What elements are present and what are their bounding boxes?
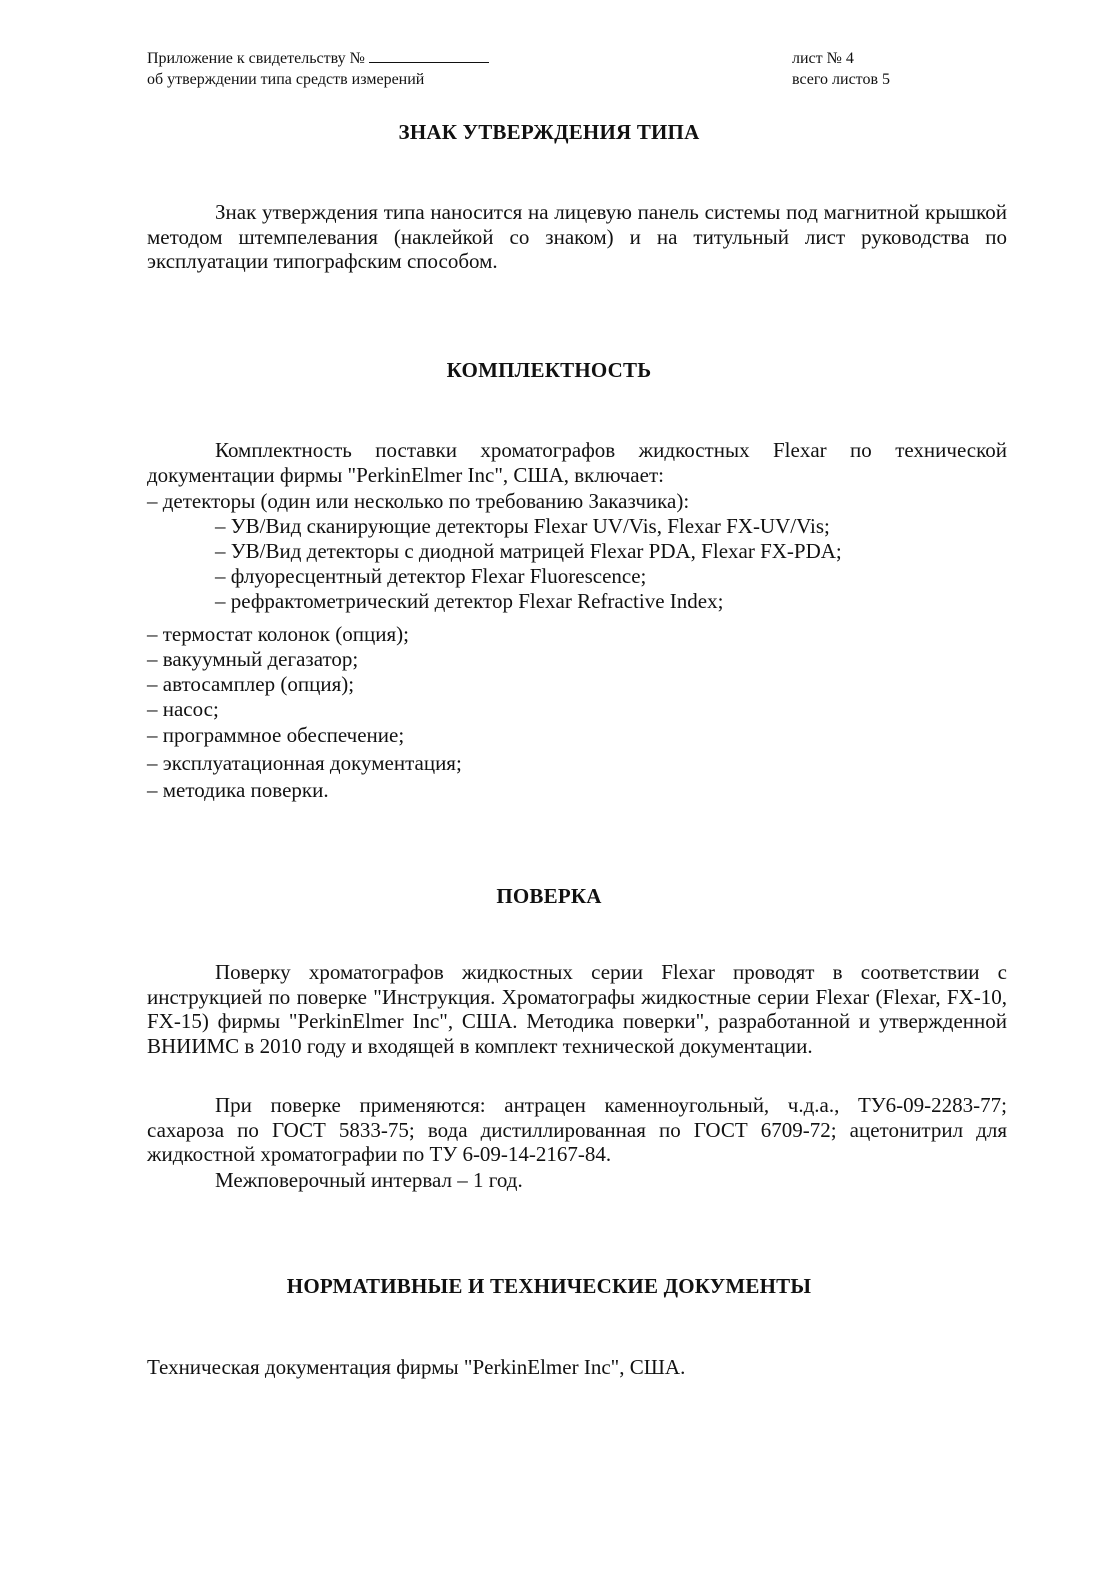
- completeness-intro: Комплектность поставки хроматографов жидкостных Flexar по технической документации фирмы "PerkinElmer Inc", США, включает:: [147, 438, 1007, 487]
- verification-interval: Межповерочный интервал – 1 год.: [215, 1168, 523, 1192]
- section-title-verification: ПОВЕРКА: [496, 884, 602, 908]
- section-title-normative-docs: НОРМАТИВНЫЕ И ТЕХНИЧЕСКИЕ ДОКУМЕНТЫ: [286, 1274, 812, 1298]
- list-item: – методика поверки.: [147, 778, 329, 802]
- approval-type-label: об утверждении типа средств измерений: [147, 71, 425, 88]
- list-item: – вакуумный дегазатор;: [147, 647, 359, 671]
- certificate-annex-label: Приложение к свидетельству №: [147, 50, 365, 67]
- header-left: [147, 48, 489, 90]
- approval-sign-text: Знак утверждения типа наносится на лицевую панель системы под магнитной крышкой методом штемпелевания (наклейкой со знаком) и на титульный лист руководства по эксплуатации типографским способом.: [147, 200, 1007, 273]
- list-item: – детекторы (один или несколько по требованию Заказчика):: [147, 489, 690, 513]
- list-item: – флуоресцентный детектор Flexar Fluorescence;: [215, 564, 647, 588]
- total-sheets: всего листов 5: [792, 71, 891, 88]
- list-item: – автосамплер (опция);: [147, 672, 355, 696]
- list-item: – рефрактометрический детектор Flexar Refractive Index;: [215, 589, 724, 613]
- list-item: – насос;: [147, 697, 219, 721]
- list-item: – термостат колонок (опция);: [147, 622, 409, 646]
- list-item: – программное обеспечение;: [147, 723, 405, 747]
- section-title-approval-sign: ЗНАК УТВЕРЖДЕНИЯ ТИПА: [398, 120, 700, 144]
- sheet-number: лист № 4: [792, 50, 854, 67]
- certificate-number-blank: [369, 48, 489, 63]
- section-title-completeness: КОМПЛЕКТНОСТЬ: [446, 358, 652, 382]
- list-item: – УВ/Вид детекторы с диодной матрицей Flexar PDA, Flexar FX-PDA;: [215, 539, 842, 563]
- list-item: – эксплуатационная документация;: [147, 751, 462, 775]
- verification-materials: При поверке применяются: антрацен каменноугольный, ч.д.а., ТУ6-09-2283-77; сахароза по ГОСТ 5833-75; вода дистиллированная по ГОСТ 6709-72; ацетонитрил для жидкостной хроматографии по ТУ 6-09-14-2167-84.: [147, 1093, 1007, 1166]
- header-right: [792, 48, 890, 90]
- verification-text: Поверку хроматографов жидкостных серии Flexar проводят в соответствии с инструкцией по поверке "Инструкция. Хроматографы жидкостные серии Flexar (Flexar, FX-10, FX-15) фирмы "PerkinElmer Inc", США. Методика поверки", разработанной и утвержденной ВНИИМС в 2010 году и входящей в комплект технической документации.: [147, 960, 1007, 1058]
- normative-docs-text: Техническая документация фирмы "PerkinElmer Inc", США.: [147, 1355, 686, 1379]
- list-item: – УВ/Вид сканирующие детекторы Flexar UV/Vis, Flexar FX-UV/Vis;: [215, 514, 830, 538]
